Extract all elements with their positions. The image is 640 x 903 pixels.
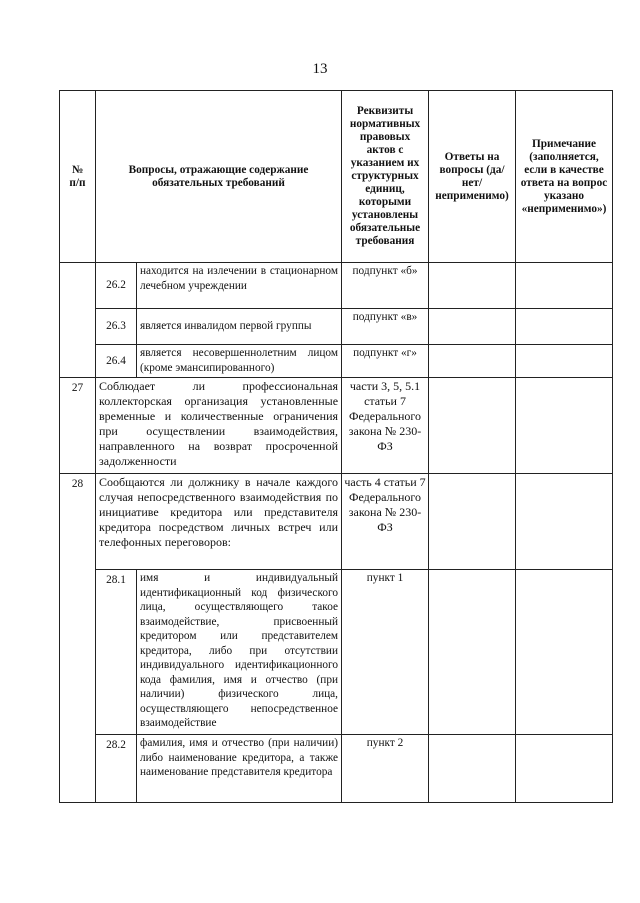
row-question: находится на излечении в стационарном лечебном учреждении — [137, 263, 342, 309]
row-num: 27 — [60, 378, 96, 474]
table-row — [60, 735, 613, 803]
header-answers: Ответы на вопросы (да/нет/ неприменимо) — [429, 91, 516, 263]
row-note — [516, 378, 613, 474]
row-question: Сообщаются ли должнику в начале каждого случая непосредственного взаимодействия по инициативе кредитора или представителя кредитора посредством личных встреч или телефонных переговоров: — [96, 474, 342, 570]
table-row — [60, 570, 613, 735]
row-note — [516, 474, 613, 570]
table-row — [60, 309, 613, 345]
checklist-table — [59, 90, 613, 803]
table-row — [60, 474, 613, 570]
row-num: 26.4 — [96, 345, 137, 378]
row-answer — [429, 309, 516, 345]
row-question: фамилия, имя и отчество (при наличии) либо наименование кредитора, а также наименование представителя кредитора — [137, 735, 342, 803]
row-answer — [429, 570, 516, 735]
page-number: 13 — [312, 61, 328, 77]
row-requisite: части 3, 5, 5.1 статьи 7 Федерального закона № 230-ФЗ — [342, 378, 429, 474]
row-note — [516, 345, 613, 378]
row-note — [516, 263, 613, 309]
row-num: 26.3 — [96, 309, 137, 345]
row-num: 28.1 — [96, 570, 137, 735]
row-num: 28 — [60, 474, 96, 803]
row-requisite: пункт 1 — [342, 570, 429, 735]
row-answer — [429, 345, 516, 378]
row-requisite: подпункт «б» — [342, 263, 429, 309]
row-question: является несовершеннолетним лицом (кроме эмансипированного) — [137, 345, 342, 378]
row-question: является инвалидом первой группы — [137, 309, 342, 345]
row-num: 28.2 — [96, 735, 137, 803]
header-num: № п/п — [60, 91, 96, 263]
header-note: Примечание (заполняется, если в качестве ответа на вопрос указано «неприменимо») — [516, 91, 613, 263]
row-note — [516, 735, 613, 803]
table-row — [60, 345, 613, 378]
row-question: имя и индивидуальный идентификационный код физического лица, осуществляющего такое взаимодействие, присвоенный кредитором или представителем кредитора, либо при отсутствии индивидуального идентификационного кода фамилия, имя и отчество (при наличии) физического лица, осуществляющего непосредственное взаимодействие — [137, 570, 342, 735]
row-num: 26.2 — [96, 263, 137, 309]
row-answer — [429, 474, 516, 570]
row-requisite: подпункт «г» — [342, 345, 429, 378]
table-row — [60, 378, 613, 474]
row-requisite: подпункт «в» — [342, 309, 429, 345]
table-row — [60, 263, 613, 309]
row-answer — [429, 263, 516, 309]
row-answer — [429, 735, 516, 803]
row-requisite: часть 4 статьи 7 Федерального закона № 230-ФЗ — [342, 474, 429, 570]
row-note — [516, 309, 613, 345]
row-question: Соблюдает ли профессиональная коллекторская организация установленные временные и количественные ограничения при осуществлении взаимодействия, направленного на возврат просроченной задолженности — [96, 378, 342, 474]
table-header-row — [60, 91, 613, 263]
header-requisites: Реквизиты нормативных правовых актов с указанием их структурных единиц, которыми установлены обязательные требования — [342, 91, 429, 263]
row-answer — [429, 378, 516, 474]
row-26-num-empty — [60, 263, 96, 378]
row-requisite: пункт 2 — [342, 735, 429, 803]
row-note — [516, 570, 613, 735]
header-question: Вопросы, отражающие содержание обязательных требований — [96, 91, 342, 263]
